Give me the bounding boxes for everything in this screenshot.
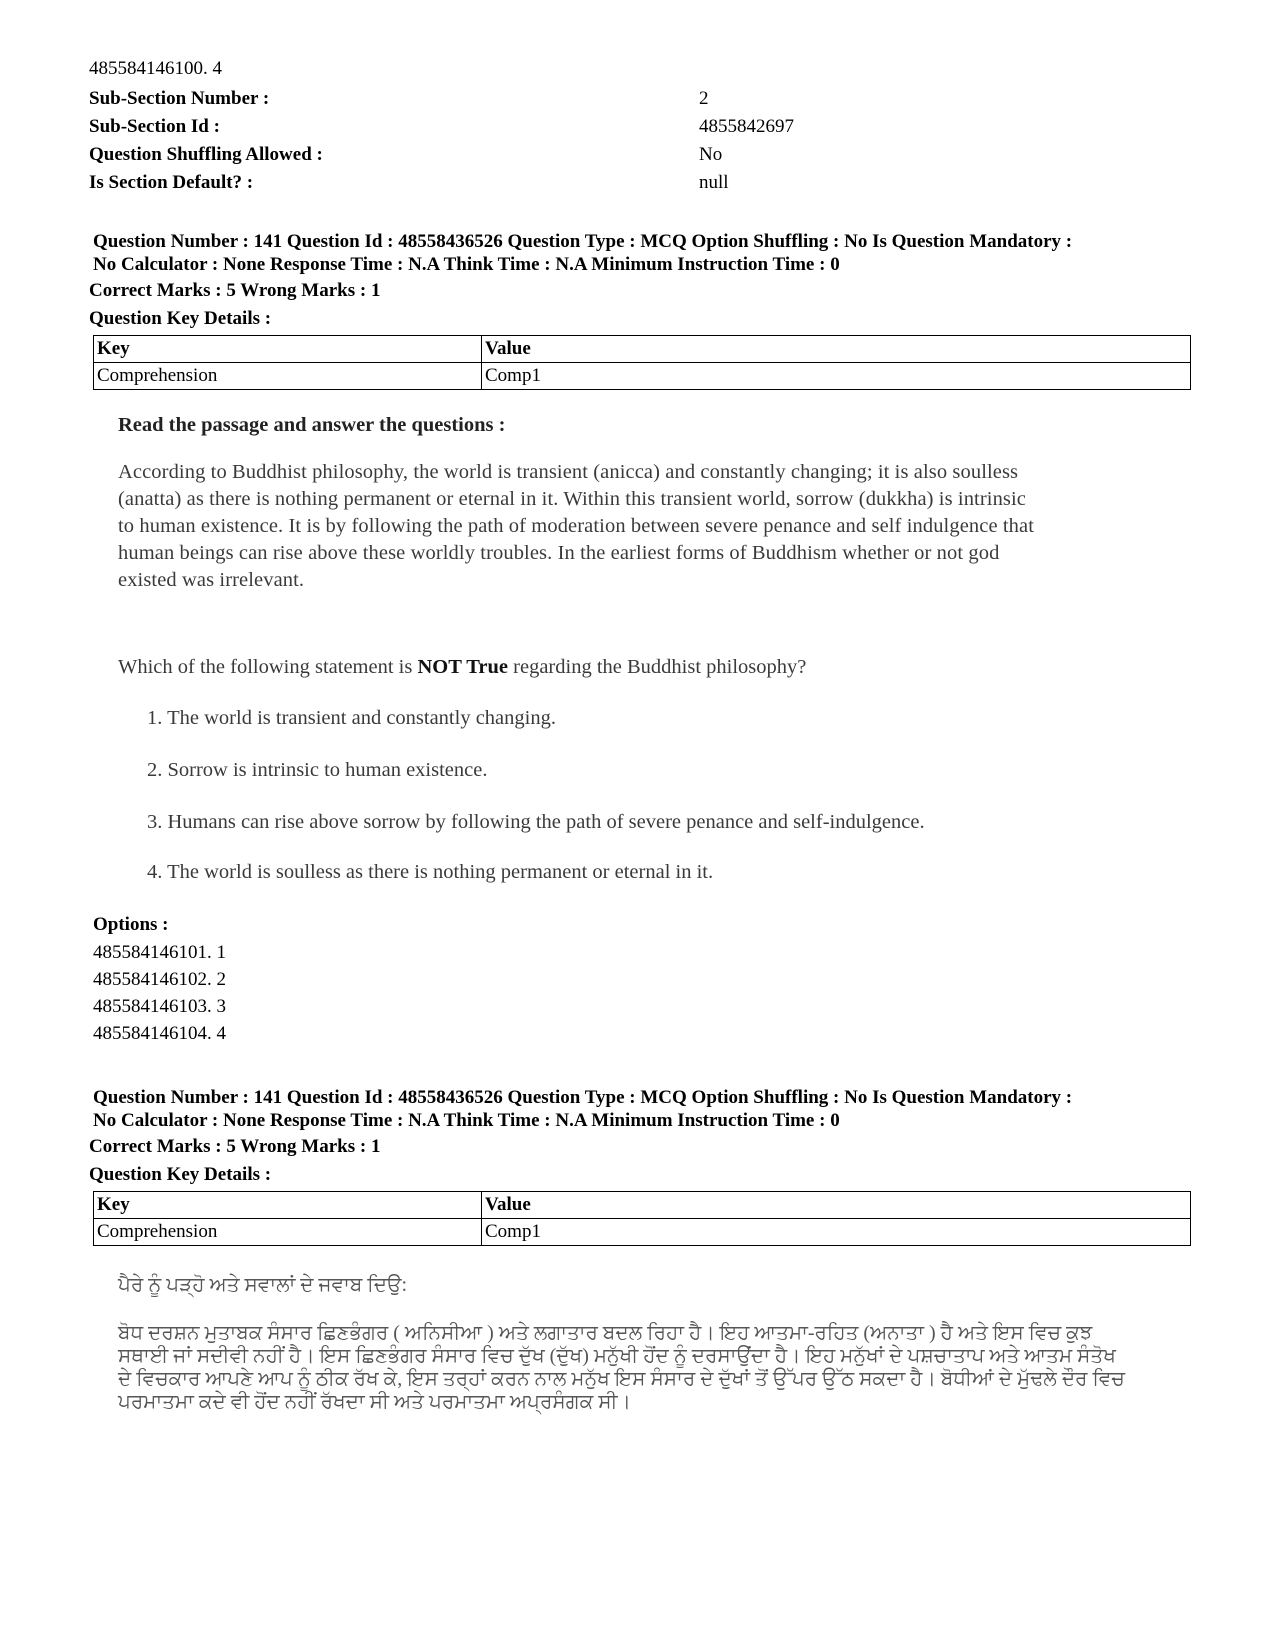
table-cell-value: Comp1	[482, 363, 1191, 390]
previous-option: 485584146100. 4	[89, 58, 222, 79]
passage-body	[118, 459, 1178, 594]
question-key-table	[93, 1191, 1191, 1246]
table-row	[94, 1219, 1191, 1246]
passage-line: to human existence. It is by following the path of moderation between severe penance and self indulgence that	[118, 515, 1035, 537]
question-shuffling-value: No	[699, 144, 723, 165]
answer-choice-4: 4. The world is soulless as there is nothing permanent or eternal in it.	[147, 861, 714, 883]
table-header-key: Key	[94, 1192, 482, 1219]
table-header-row	[94, 336, 1191, 363]
answer-choice-3: 3. Humans can rise above sorrow by following the path of severe penance and self-indulgence.	[147, 811, 925, 833]
question-header-line-2: No Calculator : None Response Time : N.A Think Time : N.A Minimum Instruction Time : 0	[93, 254, 840, 275]
passage-line: ਸਥਾਈ ਜਾਂ ਸਦੀਵੀ ਨਹੀਂ ਹੈ। ਇਸ ਛਿਣਭੰਗਰ ਸੰਸਾਰ ਵਿਚ ਦੁੱਖ (ਦੁੱਖ) ਮਨੁੱਖੀ ਹੋਂਦ ਨੂੰ ਦਰਸਾਉਂਦਾ ਹੈ। ਇਹ ਮਨੁੱਖਾਂ ਦੇ ਪਸ਼ਚਾਤਾਪ ਅਤੇ ਆਤਮ ਸੰਤੋਖ	[118, 1345, 1116, 1367]
option-item: 485584146102. 2	[93, 969, 226, 990]
question-header-line-1: Question Number : 141 Question Id : 48558436526 Question Type : MCQ Option Shuffling : No Is Question Mandatory :	[93, 1087, 1073, 1108]
question-text-emphasis: NOT True	[417, 656, 509, 678]
options-label: Options :	[93, 914, 169, 935]
question-marks: Correct Marks : 5 Wrong Marks : 1	[89, 1136, 381, 1157]
section-default-label: Is Section Default? :	[89, 172, 254, 193]
question-header-line-2: No Calculator : None Response Time : N.A Think Time : N.A Minimum Instruction Time : 0	[93, 1110, 840, 1131]
passage-line: According to Buddhist philosophy, the world is transient (anicca) and constantly changing; it is also soulless	[118, 461, 1019, 483]
option-item: 485584146101. 1	[93, 942, 226, 963]
table-cell-key: Comprehension	[94, 1219, 482, 1246]
answer-choice-1: 1. The world is transient and constantly changing.	[147, 707, 556, 729]
question-marks: Correct Marks : 5 Wrong Marks : 1	[89, 280, 381, 301]
question-key-table	[93, 335, 1191, 390]
passage-line: human beings can rise above these worldly troubles. In the earliest forms of Buddhism whether or not god	[118, 542, 1000, 564]
subsection-id-label: Sub-Section Id :	[89, 116, 220, 137]
passage-line: (anatta) as there is nothing permanent or eternal in it. Within this transient world, sorrow (dukkha) is intrinsic	[118, 488, 1026, 510]
table-header-value: Value	[482, 336, 1191, 363]
passage-line: ਬੋਧ ਦਰਸ਼ਨ ਮੁਤਾਬਕ ਸੰਸਾਰ ਛਿਣਭੰਗਰ ( ਅਨਿਸੀਆ ) ਅਤੇ ਲਗਾਤਾਰ ਬਦਲ ਰਿਹਾ ਹੈ। ਇਹ ਆਤਮਾ-ਰਹਿਤ (ਅਨਾਤਾ ) ਹੈ ਅਤੇ ਇਸ ਵਿਚ ਕੁਝ	[118, 1322, 1093, 1344]
question-text-start: Which of the following statement is	[118, 656, 418, 678]
passage-line: ਪਰਮਾਤਮਾ ਕਦੇ ਵੀ ਹੋਂਦ ਨਹੀਂ ਰੱਖਦਾ ਸੀ ਅਤੇ ਪਰਮਾਤਮਾ ਅਪ੍ਰਸੰਗਕ ਸੀ।	[118, 1391, 632, 1413]
question-text	[118, 656, 806, 679]
punjabi-passage-title: ਪੈਰੇ ਨੂੰ ਪੜ੍ਹੋ ਅਤੇ ਸਵਾਲਾਂ ਦੇ ਜਵਾਬ ਦਿਉ:	[118, 1274, 407, 1296]
section-default-value: null	[699, 172, 729, 193]
passage-line: existed was irrelevant.	[118, 569, 305, 591]
subsection-id-value: 4855842697	[699, 116, 794, 137]
passage-title: Read the passage and answer the questions :	[118, 414, 506, 436]
table-header-key: Key	[94, 336, 482, 363]
subsection-number-label: Sub-Section Number :	[89, 88, 270, 109]
question-header	[93, 1086, 1203, 1132]
question-shuffling-label: Question Shuffling Allowed :	[89, 144, 323, 165]
option-item: 485584146103. 3	[93, 996, 226, 1017]
answer-choice-2: 2. Sorrow is intrinsic to human existence.	[147, 759, 488, 781]
table-cell-key: Comprehension	[94, 363, 482, 390]
table-header-value: Value	[482, 1192, 1191, 1219]
passage	[118, 414, 1178, 594]
passage-line: ਦੇ ਵਿਚਕਾਰ ਆਪਣੇ ਆਪ ਨੂੰ ਠੀਕ ਰੱਖ ਕੇ, ਇਸ ਤਰ੍ਹਾਂ ਕਰਨ ਨਾਲ ਮਨੁੱਖ ਇਸ ਸੰਸਾਰ ਦੇ ਦੁੱਖਾਂ ਤੋਂ ਉੱਪਰ ਉੱਠ ਸਕਦਾ ਹੈ। ਬੋਧੀਆਂ ਦੇ ਮੁੱਢਲੇ ਦੌਰ ਵਿਚ	[118, 1368, 1125, 1390]
question-header-line-1: Question Number : 141 Question Id : 48558436526 Question Type : MCQ Option Shuffling : No Is Question Mandatory :	[93, 231, 1073, 252]
table-header-row	[94, 1192, 1191, 1219]
option-item: 485584146104. 4	[93, 1023, 226, 1044]
question-key-details-label: Question Key Details :	[89, 1164, 272, 1185]
question-header	[93, 230, 1203, 276]
punjabi-passage-body	[118, 1322, 1178, 1414]
question-key-details-label: Question Key Details :	[89, 308, 272, 329]
table-cell-value: Comp1	[482, 1219, 1191, 1246]
table-row	[94, 363, 1191, 390]
question-text-end: regarding the Buddhist philosophy?	[508, 656, 807, 678]
subsection-number-value: 2	[699, 88, 709, 109]
